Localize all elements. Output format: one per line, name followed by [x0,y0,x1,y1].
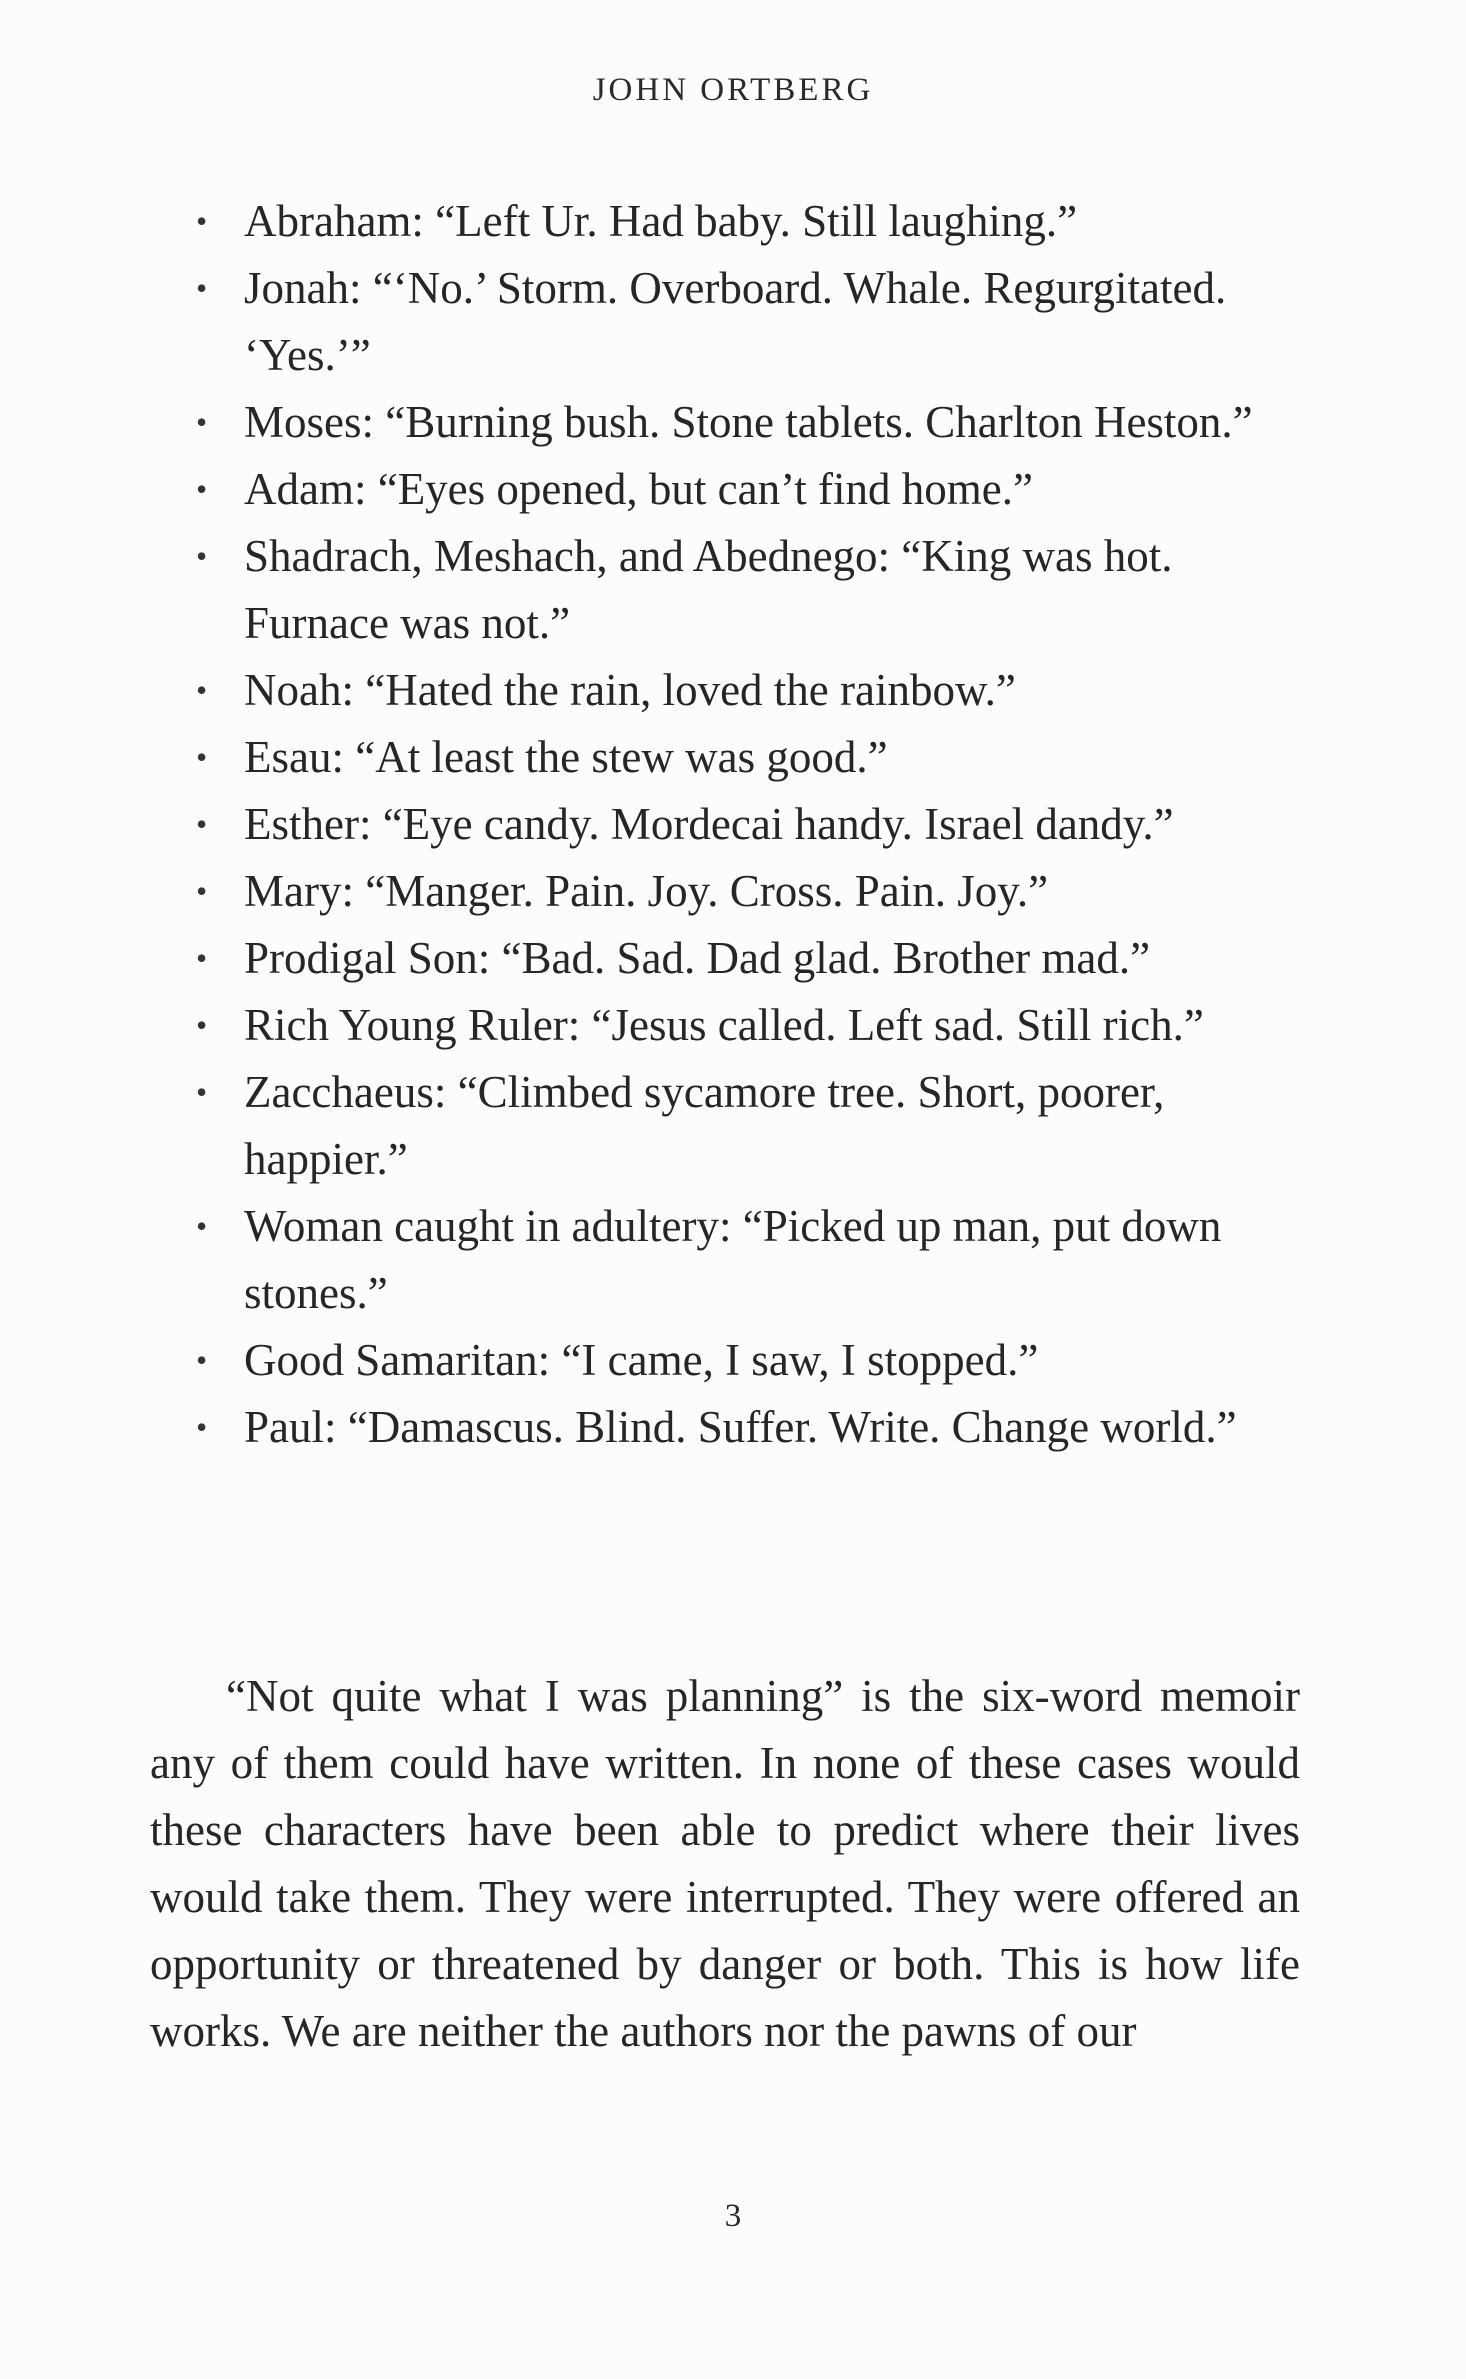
list-item-text: Esau: “At least the stew was good.” [244,732,888,782]
list-item-text: Moses: “Burning bush. Stone tablets. Charlton Heston.” [244,397,1253,447]
list-item [196,858,1316,925]
bullet-dot: • [196,1208,208,1244]
list-item-text: Shadrach, Meshach, and Abednego: “King was hot. Furnace was not.” [244,531,1173,648]
bullet-dot: • [196,873,208,909]
list-item-text: Adam: “Eyes opened, but can’t find home.” [244,464,1033,514]
list-item-text: Prodigal Son: “Bad. Sad. Dad glad. Brother mad.” [244,933,1151,983]
list-item [196,456,1316,523]
list-item [196,523,1316,657]
bullet-dot: • [196,270,208,306]
body-paragraph: “Not quite what I was planning” is the six-word memoir any of them could have written. In none of these cases would these characters have been able to predict where their lives would take them. They were interrupted. They were offered an opportunity or threatened by danger or both. This is how life works. We are neither the authors nor the pawns of our [150,1671,1300,2056]
list-item [196,1059,1316,1193]
list-item-text: Zacchaeus: “Climbed sycamore tree. Short, poorer, happier.” [244,1067,1165,1184]
bullet-dot: • [196,739,208,775]
list-item [196,791,1316,858]
list-item-text: Noah: “Hated the rain, loved the rainbow.” [244,665,1016,715]
list-item-text: Paul: “Damascus. Blind. Suffer. Write. Change world.” [244,1402,1237,1452]
bullet-dot: • [196,538,208,574]
bullet-dot: • [196,806,208,842]
list-item-text: Rich Young Ruler: “Jesus called. Left sad. Still rich.” [244,1000,1204,1050]
list-item [196,188,1316,255]
bullet-dot: • [196,672,208,708]
list-item [196,255,1316,389]
list-item [196,1327,1316,1394]
list-item-text: Woman caught in adultery: “Picked up man, put down stones.” [244,1201,1222,1318]
list-item-text: Jonah: “‘No.’ Storm. Overboard. Whale. Regurgitated. ‘Yes.’” [244,263,1227,380]
list-item-text: Good Samaritan: “I came, I saw, I stopped.” [244,1335,1039,1385]
bullet-dot: • [196,1409,208,1445]
bullet-dot: • [196,1342,208,1378]
page-number: 3 [724,2198,742,2234]
running-head: JOHN ORTBERG [592,72,874,108]
six-word-memoir-list [196,188,1316,1461]
list-item [196,724,1316,791]
list-item-text: Mary: “Manger. Pain. Joy. Cross. Pain. Joy.” [244,866,1049,916]
bullet-dot: • [196,1074,208,1110]
list-item [196,657,1316,724]
bullet-dot: • [196,940,208,976]
bullet-dot: • [196,1007,208,1043]
list-item [196,925,1316,992]
list-item-text: Esther: “Eye candy. Mordecai handy. Israel dandy.” [244,799,1174,849]
list-item-text: Abraham: “Left Ur. Had baby. Still laughing.” [244,196,1078,246]
bullet-dot: • [196,203,208,239]
list-item [196,1193,1316,1327]
list-item [196,389,1316,456]
list-item [196,1394,1316,1461]
list-item [196,992,1316,1059]
bullet-dot: • [196,471,208,507]
bullet-dot: • [196,404,208,440]
